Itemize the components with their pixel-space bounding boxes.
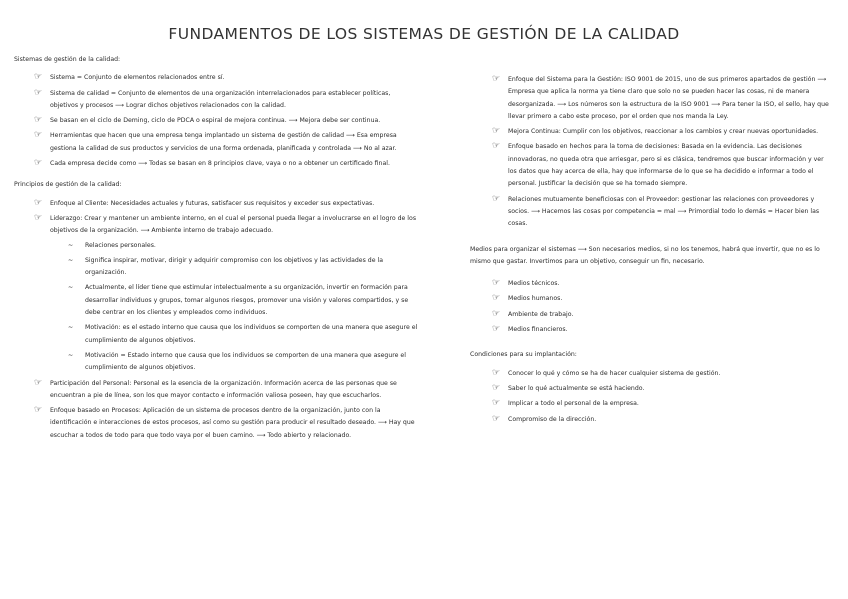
hand-pointing-bullet-icon: ☞	[34, 87, 43, 98]
list-item	[470, 309, 830, 321]
hand-pointing-bullet-icon: ☞	[492, 141, 501, 152]
list-item	[470, 324, 830, 336]
hand-pointing-bullet-icon: ☞	[34, 72, 43, 83]
condiciones-list	[470, 368, 830, 426]
list-item	[14, 72, 419, 84]
section-heading-sistemas: Sistemas de gestión de la calidad:	[14, 56, 121, 63]
hand-pointing-bullet-icon: ☞	[492, 324, 501, 335]
list-item	[470, 414, 830, 426]
hand-pointing-bullet-icon: ☞	[34, 212, 43, 223]
principios-list	[14, 198, 419, 442]
list-item-text: Implicar a todo el personal de la empresa.	[508, 400, 639, 408]
medios-paragraph: Medios para organizar el sistemas ⟶ Son necesarios medios, si no los tenemos, habrá que invertir, que no es lo mismo que gastar. Invertimos para un objetivo, conseguir un fin, necesario.	[470, 245, 820, 265]
list-item	[470, 126, 830, 138]
list-item-text: Participación del Personal: Personal es la esencia de la organización. Información acerca de las personas que se encuentran a pie de línea, son los que mayor contacto e información valiosa poseen, hay que escucharlos.	[50, 379, 397, 399]
list-item-text: Enfoque basado en hechos para la toma de decisiones: Basada en la evidencia. Las decisiones innovadoras, no queda otra que arriesgar, pero si es clásica, tendremos que buscar información y ver los datos que hay acerca de ella, hay que informarse de lo que se ha decidido e informar a todo el personal. Justificar la decisión que se ha tomado siempre.	[508, 143, 824, 188]
list-item-text: Medios técnicos.	[508, 280, 560, 288]
list-item	[14, 130, 419, 155]
list-item	[14, 378, 419, 403]
list-item-text: Enfoque basado en Procesos: Aplicación de un sistema de procesos dentro de la organización, junto con la identificación e interacciones de estos procesos, así como su gestión para producir el resultado deseado. ⟶ Hay que escuchar a todos de todo para que todo vaya por el buen camino. ⟶ Todo abierto y relacionado.	[50, 407, 415, 439]
sistemas-list	[14, 72, 419, 170]
list-item-text: Saber lo qué actualmente se está haciendo.	[508, 384, 645, 392]
sub-list-item	[50, 240, 419, 252]
hand-pointing-bullet-icon: ☞	[492, 293, 501, 304]
right-column	[470, 74, 830, 429]
sub-list-item-text: Actualmente, el líder tiene que estimular intelectualmente a su organización, invertir en formación para desarrollar individuos y grupos, tomar algunos riesgos, promover una visión y valores compartidos, y se debe centrar en los clientes y empleados como individuos.	[85, 284, 409, 317]
list-item	[14, 88, 419, 113]
hand-pointing-bullet-icon: ☞	[492, 413, 501, 424]
hand-pointing-bullet-icon: ☞	[492, 193, 501, 204]
list-item	[14, 198, 419, 210]
list-item-text: Liderazgo: Crear y mantener un ambiente interno, en el cual el personal pueda llegar a involucrarse en el logro de los objetivos de la organización. ⟶ Ambiente interno de trabajo adecuado.	[50, 214, 417, 235]
list-item	[470, 141, 830, 190]
list-item-text: Enfoque del Sistema para la Gestión: ISO 9001 de 2015, uno de sus primeros apartados de gestión ⟶ Empresa que aplica la norma ya tiene claro que solo no se pueden hacer las cosas, ni de manera desorganizada. ⟶ Los números son la estructura de la ISO 9001 ⟶ Para tener la ISO, el sello, hay que llevar primero a cabo este proceso, por el orden que nos manda la Ley.	[508, 76, 829, 120]
hand-pointing-bullet-icon: ☞	[34, 405, 43, 416]
sub-list-item	[50, 255, 419, 280]
sub-list-item	[50, 322, 419, 347]
list-item	[14, 115, 419, 127]
tilde-bullet-icon: ~	[68, 256, 74, 264]
hand-pointing-bullet-icon: ☞	[492, 367, 501, 378]
hand-pointing-bullet-icon: ☞	[492, 74, 501, 84]
left-column	[14, 54, 419, 445]
sub-list-item-text: Relaciones personales.	[85, 241, 156, 249]
list-item-text: Ambiente de trabajo.	[508, 310, 574, 318]
list-item-text: Medios humanos.	[508, 295, 563, 303]
hand-pointing-bullet-icon: ☞	[492, 278, 501, 289]
sub-list-item-text: Motivación: es el estado interno que causa que los individuos se comporten de una manera que asegure el cumplimiento de algunos objetivos.	[85, 324, 418, 344]
sub-list-item-text: Motivación = Estado interno que causa que los individuos se comporten de una manera que asegure el cumplimiento de algunos objetivos.	[85, 351, 406, 372]
list-item-text: Mejora Continua: Cumplir con los objetivos, reaccionar a los cambios y crear nuevas oportunidades.	[508, 128, 819, 136]
liderazgo-sublist	[50, 240, 419, 375]
sub-list-item-text: Significa inspirar, motivar, dirigir y adquirir compromiso con los objetivos y las actividades de la organización.	[85, 256, 383, 277]
list-item-text: Compromiso de la dirección.	[508, 415, 597, 423]
list-item-text: Sistema de calidad = Conjunto de elementos de una organización interrelacionados para establecer políticas, objetivos y procesos ⟶ Lograr dichos objetivos relacionados con la calidad.	[50, 89, 391, 109]
hand-pointing-bullet-icon: ☞	[34, 158, 43, 169]
hand-pointing-bullet-icon: ☞	[34, 377, 43, 388]
hand-pointing-bullet-icon: ☞	[492, 308, 501, 319]
document-title: FUNDAMENTOS DE LOS SISTEMAS DE GESTIÓN DE LA CALIDAD	[168, 25, 680, 43]
section-heading-condiciones: Condiciones para su implantación:	[470, 351, 577, 359]
tilde-bullet-icon: ~	[68, 241, 74, 249]
hand-pointing-bullet-icon: ☞	[34, 197, 43, 208]
tilde-bullet-icon: ~	[68, 351, 74, 359]
hand-pointing-bullet-icon: ☞	[492, 126, 501, 137]
list-item	[14, 405, 419, 442]
list-item	[14, 213, 419, 375]
list-item	[14, 158, 419, 170]
tilde-bullet-icon: ~	[68, 284, 74, 292]
list-item	[470, 74, 830, 123]
list-item	[470, 293, 830, 305]
tilde-bullet-icon: ~	[68, 324, 74, 332]
hand-pointing-bullet-icon: ☞	[492, 398, 501, 409]
hand-pointing-bullet-icon: ☞	[34, 115, 43, 126]
list-item-text: Conocer lo qué y cómo se ha de hacer cualquier sistema de gestión.	[508, 369, 721, 377]
section-heading-principios: Principios de gestión de la calidad:	[14, 181, 122, 189]
list-item	[470, 278, 830, 290]
hand-pointing-bullet-icon: ☞	[492, 382, 501, 393]
sub-list-item	[50, 350, 419, 375]
list-item-text: Medios financieros.	[508, 326, 568, 334]
list-item	[470, 398, 830, 410]
list-item-text: Herramientas que hacen que una empresa tenga implantado un sistema de gestión de calidad ⟶ Esa empresa gestiona la calidad de sus productos y servicios de una forma ordenada, planificada y controlada ⟶ No al azar.	[50, 132, 397, 152]
list-item-text: Cada empresa decide como ⟶ Todas se basan en 8 principios clave, vaya o no a obtener un certificado final.	[50, 160, 390, 168]
list-item-text: Se basan en el ciclo de Deming, ciclo de PDCA o espiral de mejora continua. ⟶ Mejora debe ser continua.	[50, 117, 381, 125]
hand-pointing-bullet-icon: ☞	[34, 130, 43, 141]
medios-list	[470, 278, 830, 336]
list-item-text: Sistema = Conjunto de elementos relacionados entre sí.	[50, 74, 225, 82]
list-item	[470, 383, 830, 395]
list-item	[470, 194, 830, 231]
list-item-text: Enfoque al Cliente: Necesidades actuales y futuras, satisfacer sus requisitos y exceder sus expectativas.	[50, 199, 375, 207]
list-item	[470, 368, 830, 380]
list-item-text: Relaciones mutuamente beneficiosas con el Proveedor: gestionar las relaciones con proveedores y socios. ⟶ Hacemos las cosas por competencia = mal ⟶ Primordial todo lo demás = Hacer bien las cosas.	[508, 195, 820, 228]
principios-continued-list	[470, 74, 830, 231]
sub-list-item	[50, 282, 419, 319]
